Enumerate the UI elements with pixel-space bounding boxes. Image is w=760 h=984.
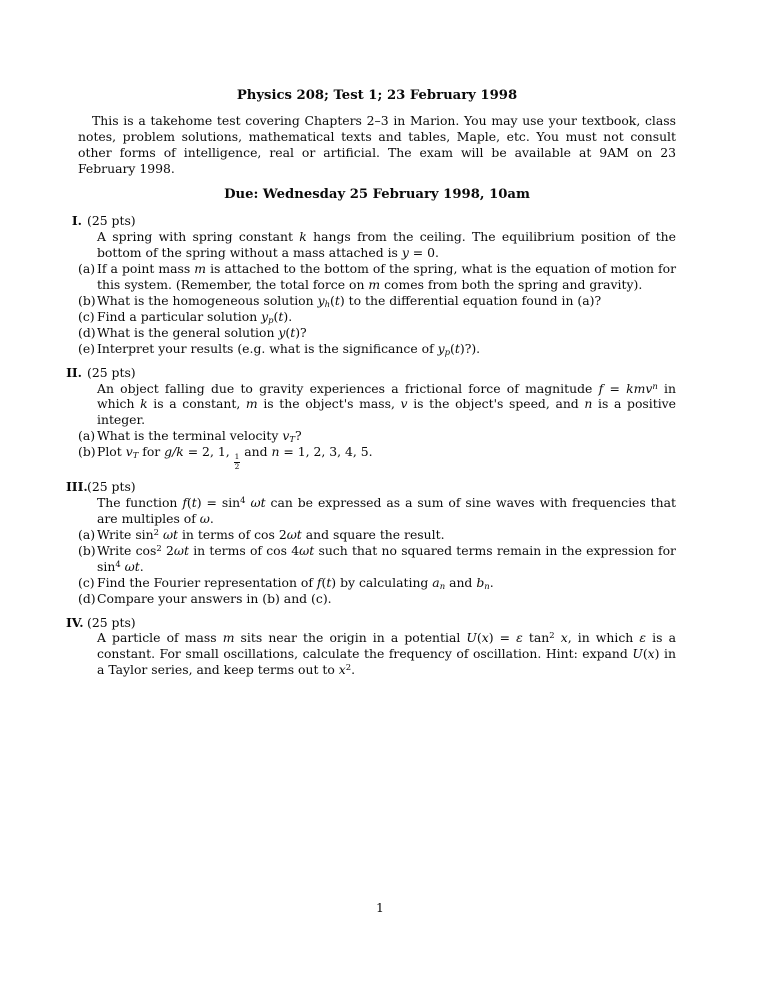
problem-item — [78, 325, 676, 341]
item-text: What is the terminal velocity $v_T$? — [97, 428, 302, 445]
problem-heading — [66, 213, 676, 229]
problem-number: I. — [71, 213, 82, 229]
problem-section — [66, 614, 676, 679]
problem-points: (25 pts) — [87, 614, 136, 630]
problem-item — [78, 293, 676, 309]
problem-points: (25 pts) — [87, 364, 136, 380]
problem-intro: A spring with spring constant k hangs from the ceiling. The equilibrium position of the bottom of the spring without a mass attached is y = 0. — [97, 229, 676, 261]
item-label: (b) — [78, 542, 96, 558]
problems-list — [66, 213, 676, 678]
document-content — [66, 0, 676, 678]
item-text: Find a particular solution $y_p(t)$. — [97, 308, 293, 325]
problem-section — [66, 479, 676, 606]
item-label: (e) — [78, 340, 96, 356]
problem-item — [78, 261, 676, 293]
item-label: (b) — [78, 292, 96, 308]
item-text: Write $\cos^2 2\omega t$ in terms of cos 4ωt such that no squared terms remain in the expression for $\sin^4 \omega t$. — [97, 542, 676, 574]
problem-intro: An object falling due to gravity experiences a frictional force of magnitude f = kmv$^n$ in which k is a constant, m is the object's mass, v is the object's speed, and n is a positive integer. — [97, 380, 676, 428]
problem-points: (25 pts) — [87, 213, 136, 229]
problem-intro: The function $f(t) = \sin^4 \omega t$ can be expressed as a sum of sine waves with frequencies that are multiples of ω. — [97, 495, 676, 527]
problem-item — [78, 543, 676, 575]
item-label: (a) — [78, 428, 96, 444]
problem-item — [78, 444, 676, 471]
problem-number: III. — [66, 479, 88, 495]
item-text: Find the Fourier representation of f(t) by calculating $a_n$ and $b_n$. — [97, 574, 494, 591]
problem-points: (25 pts) — [87, 479, 136, 495]
problem-heading — [66, 479, 676, 495]
page-title: Physics 208; Test 1; 23 February 1998 — [236, 88, 518, 103]
problem-number: II. — [66, 364, 82, 380]
problem-number: IV. — [66, 614, 84, 630]
item-label: (b) — [78, 444, 96, 460]
item-label: (d) — [78, 590, 96, 606]
item-text: Compare your answers in (b) and (c). — [97, 590, 332, 606]
problem-item — [78, 527, 676, 543]
problem-heading — [66, 365, 676, 381]
problem-intro: A particle of mass m sits near the origin in a potential U(x) = ε $\tan^2 x$, in which ε is a constant. For small oscillations, calculate the frequency of oscillation. Hint: expand U(x) in a Taylor series, and keep terms out to $x^2$. — [97, 630, 676, 678]
page-number: 1 — [376, 900, 384, 915]
problem-item — [78, 575, 676, 591]
item-text: Interpret your results (e.g. what is the significance of $y_p(t)$?). — [97, 340, 481, 357]
item-text: Write $\sin^2 \omega t$ in terms of cos 2ωt and square the result. — [97, 526, 445, 543]
item-label: (a) — [78, 527, 96, 543]
item-text: Plot $v_T$ for g/k = 2, 1, $\frac{1}{2}$ and n = 1, 2, 3, 4, 5. — [97, 444, 373, 471]
item-text: If a point mass m is attached to the bottom of the spring, what is the equation of motion for this system. (Remember, the total force on m comes from both the spring and gravity). — [97, 261, 676, 293]
problem-item — [78, 428, 676, 444]
item-label: (c) — [78, 574, 95, 590]
item-label: (c) — [78, 308, 95, 324]
problem-section — [66, 364, 676, 472]
item-text: What is the homogeneous solution $y_h(t)$ to the differential equation found in (a)? — [97, 292, 602, 310]
due-line: Due: Wednesday 25 February 1998, 10am — [224, 186, 530, 202]
item-label: (d) — [78, 324, 96, 340]
problem-item — [78, 341, 676, 357]
problem-section — [71, 213, 676, 357]
problem-item — [78, 591, 676, 607]
item-text: What is the general solution y(t)? — [97, 324, 307, 340]
problem-item — [78, 309, 676, 325]
intro-paragraph: This is a takehome test covering Chapters 2–3 in Marion. You may use your textbook, class notes, problem solutions, mathematical texts and tables, Maple, etc. You must not consult other forms of intelligence, real or artificial. The exam will be available at 9AM on 23 February 1998. — [78, 112, 676, 176]
problem-heading — [66, 615, 676, 631]
item-label: (a) — [78, 261, 96, 277]
